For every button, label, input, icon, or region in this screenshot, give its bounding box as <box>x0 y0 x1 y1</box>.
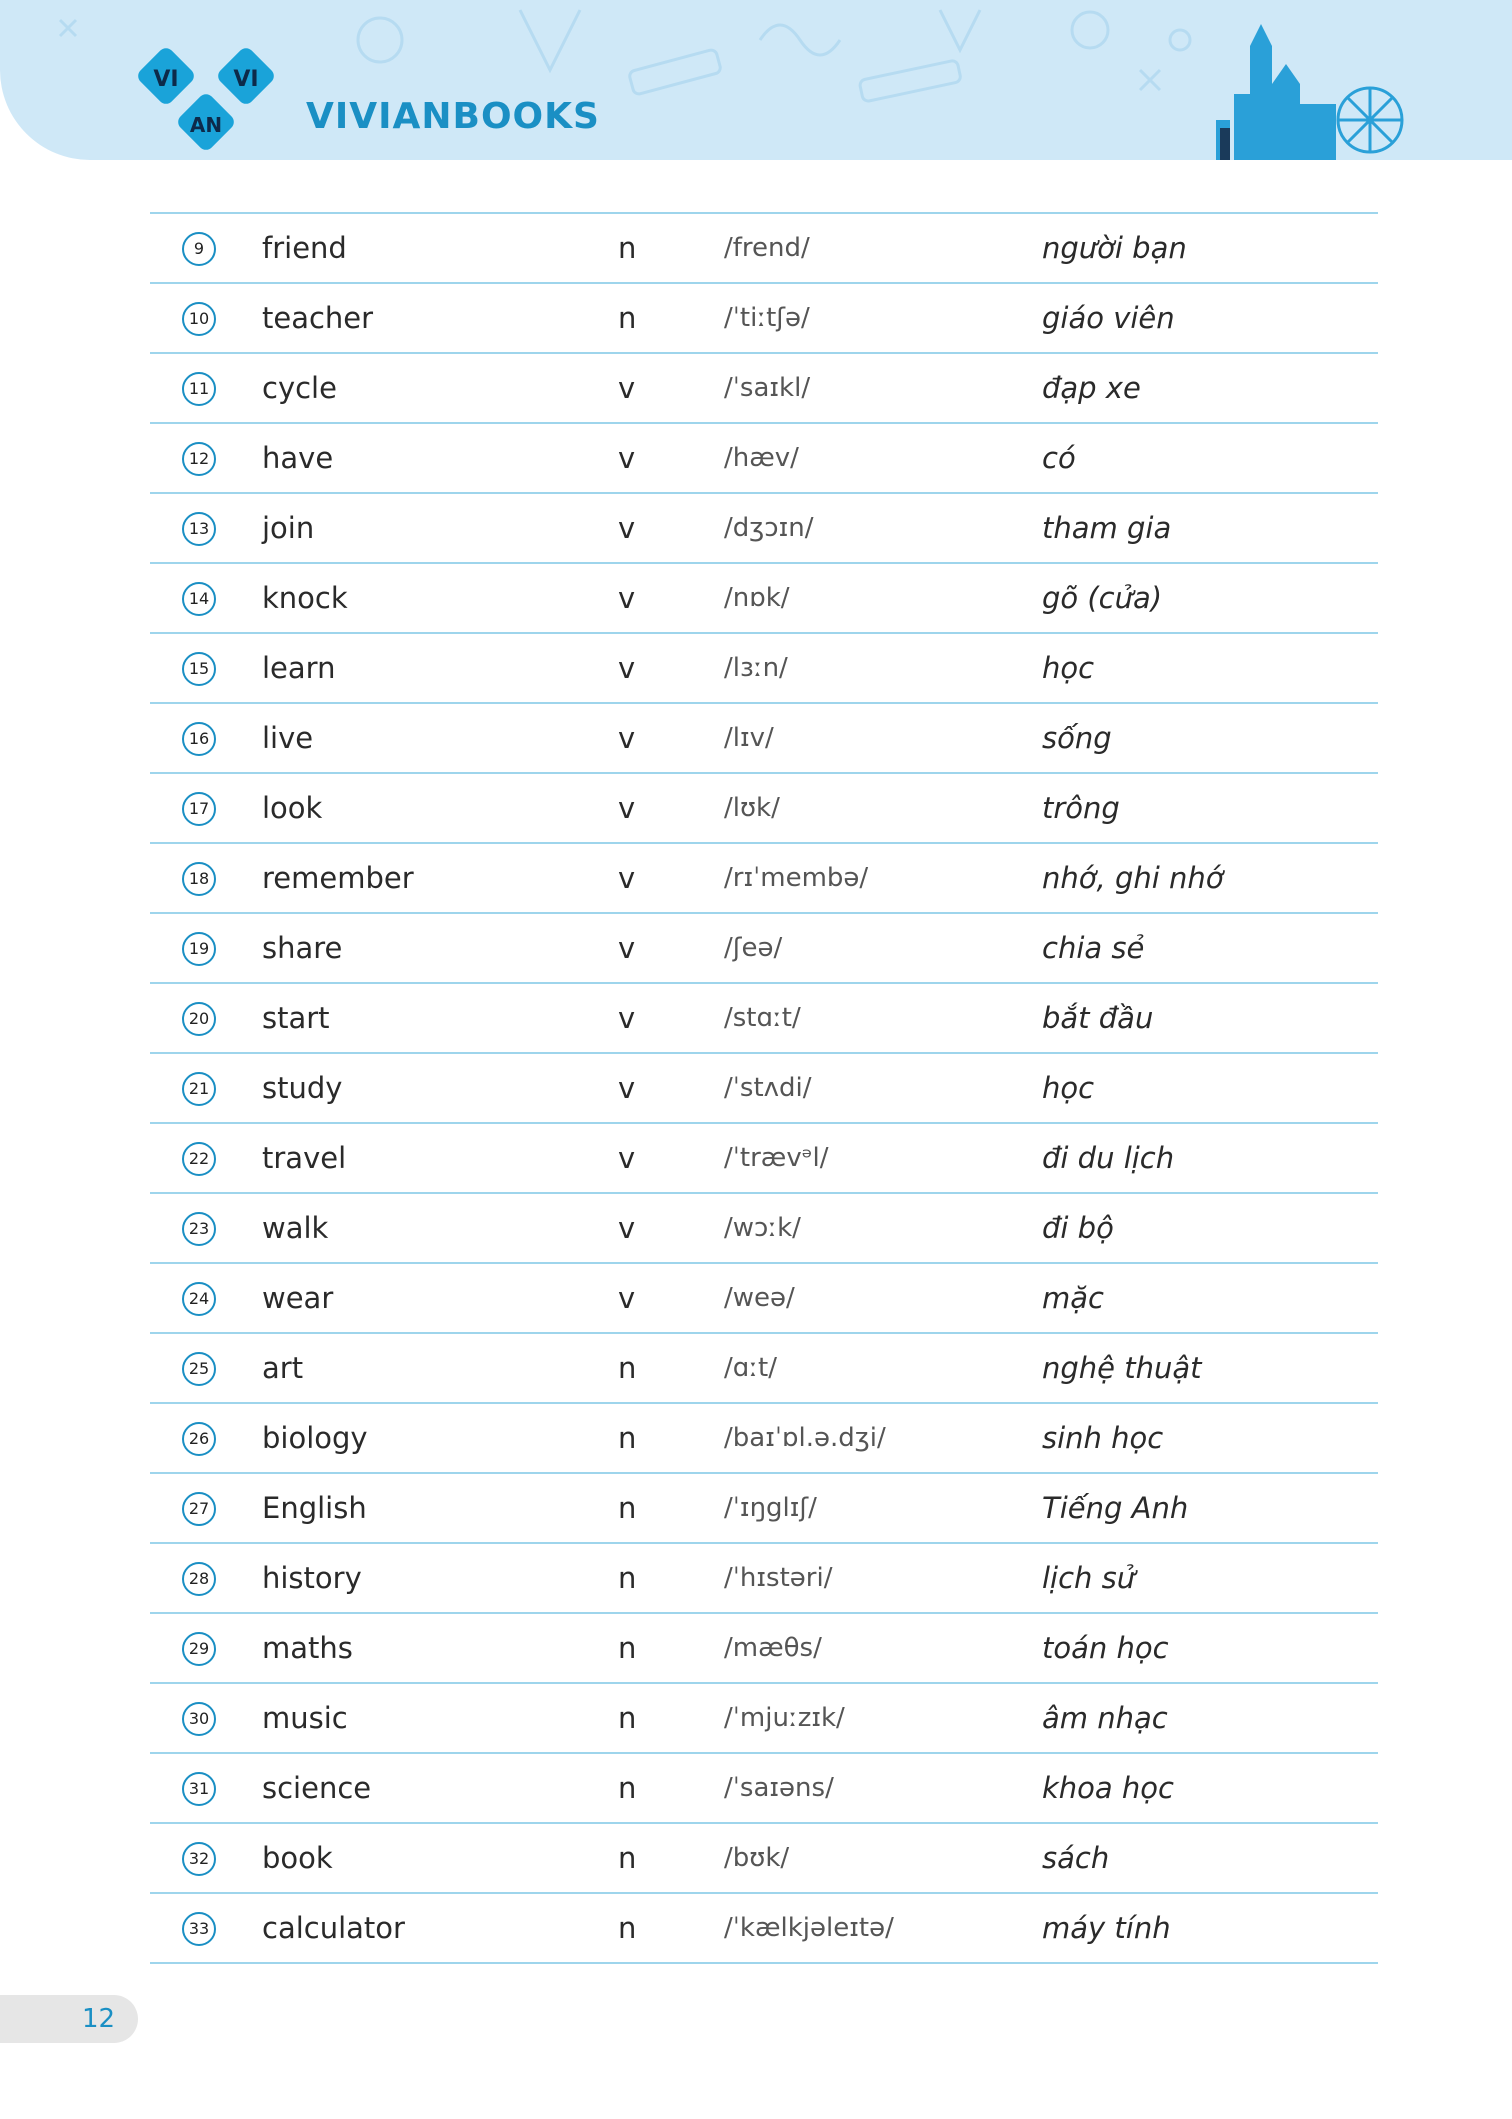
pronunciation: /ˈɪŋglɪʃ/ <box>724 1493 817 1523</box>
item-number: 24 <box>182 1282 216 1316</box>
vietnamese-meaning: toán học <box>1042 1631 1169 1665</box>
vocab-row <box>150 1404 1378 1474</box>
vietnamese-meaning: sống <box>1042 721 1112 755</box>
part-of-speech: v <box>618 791 636 825</box>
item-number: 16 <box>182 722 216 756</box>
item-number: 31 <box>182 1772 216 1806</box>
part-of-speech: n <box>618 231 637 265</box>
part-of-speech: n <box>618 1561 637 1595</box>
item-number: 12 <box>182 442 216 476</box>
vietnamese-meaning: sách <box>1042 1841 1110 1875</box>
pronunciation: /nɒk/ <box>724 583 790 613</box>
vietnamese-meaning: nhớ, ghi nhớ <box>1042 861 1224 895</box>
vocab-word: English <box>262 1491 367 1525</box>
pronunciation: /frend/ <box>724 233 810 263</box>
pronunciation: /ʃeə/ <box>724 933 783 963</box>
vocab-word: book <box>262 1841 333 1875</box>
part-of-speech: n <box>618 1491 637 1525</box>
item-number: 26 <box>182 1422 216 1456</box>
item-number: 22 <box>182 1142 216 1176</box>
pronunciation: /ˈhɪstəri/ <box>724 1563 833 1593</box>
part-of-speech: n <box>618 1841 637 1875</box>
brand-name: VIVIANBOOKS <box>306 96 600 137</box>
vocab-row <box>150 1474 1378 1544</box>
vietnamese-meaning: có <box>1042 441 1076 475</box>
item-number: 13 <box>182 512 216 546</box>
vocab-word: art <box>262 1351 304 1385</box>
vocab-row <box>150 1614 1378 1684</box>
vocab-row <box>150 1824 1378 1894</box>
item-number: 23 <box>182 1212 216 1246</box>
vocab-word: calculator <box>262 1911 405 1945</box>
item-number: 32 <box>182 1842 216 1876</box>
pronunciation: /ˈmjuːzɪk/ <box>724 1703 845 1733</box>
vietnamese-meaning: tham gia <box>1042 511 1172 545</box>
vocab-word: biology <box>262 1421 368 1455</box>
vocab-row <box>150 704 1378 774</box>
vietnamese-meaning: bắt đầu <box>1042 1001 1154 1035</box>
vietnamese-meaning: đạp xe <box>1042 371 1141 405</box>
part-of-speech: n <box>618 1701 637 1735</box>
vocab-row <box>150 494 1378 564</box>
vietnamese-meaning: đi du lịch <box>1042 1141 1175 1175</box>
vietnamese-meaning: sinh học <box>1042 1421 1164 1455</box>
part-of-speech: n <box>618 1631 637 1665</box>
part-of-speech: v <box>618 441 636 475</box>
part-of-speech: v <box>618 1141 636 1175</box>
item-number: 19 <box>182 932 216 966</box>
vocab-row <box>150 1054 1378 1124</box>
vocab-word: science <box>262 1771 372 1805</box>
vietnamese-meaning: nghệ thuật <box>1042 1351 1202 1385</box>
vocab-word: have <box>262 441 334 475</box>
vocab-word: wear <box>262 1281 334 1315</box>
item-number: 9 <box>182 232 216 266</box>
pronunciation: /dʒɔɪn/ <box>724 513 814 543</box>
vocab-word: cycle <box>262 371 337 405</box>
item-number: 21 <box>182 1072 216 1106</box>
part-of-speech: n <box>618 1771 637 1805</box>
pronunciation: /ˈkælkjəleɪtə/ <box>724 1913 894 1943</box>
vietnamese-meaning: lịch sử <box>1042 1561 1136 1595</box>
vocab-word: travel <box>262 1141 347 1175</box>
part-of-speech: v <box>618 651 636 685</box>
vietnamese-meaning: trông <box>1042 791 1120 825</box>
part-of-speech: v <box>618 1281 636 1315</box>
pronunciation: /bʊk/ <box>724 1843 790 1873</box>
pronunciation: /weə/ <box>724 1283 795 1313</box>
vocab-word: look <box>262 791 323 825</box>
vocab-word: remember <box>262 861 414 895</box>
vocab-row <box>150 1124 1378 1194</box>
vietnamese-meaning: người bạn <box>1042 231 1187 265</box>
item-number: 28 <box>182 1562 216 1596</box>
part-of-speech: v <box>618 1001 636 1035</box>
page-number: 12 <box>82 2004 116 2034</box>
vocab-word: start <box>262 1001 330 1035</box>
pronunciation: /stɑːt/ <box>724 1003 801 1033</box>
logo-letters-3: AN <box>189 113 223 137</box>
vietnamese-meaning: giáo viên <box>1042 301 1175 335</box>
pronunciation: /ˈtiːtʃə/ <box>724 303 810 333</box>
vocab-word: study <box>262 1071 343 1105</box>
vocab-row <box>150 1194 1378 1264</box>
pronunciation: /ˈstʌdi/ <box>724 1073 812 1103</box>
part-of-speech: v <box>618 721 636 755</box>
vocab-row <box>150 564 1378 634</box>
pronunciation: /hæv/ <box>724 443 799 473</box>
pronunciation: /rɪˈmembə/ <box>724 863 869 893</box>
vocab-row <box>150 1264 1378 1334</box>
part-of-speech: v <box>618 581 636 615</box>
vocab-row <box>150 774 1378 844</box>
item-number: 30 <box>182 1702 216 1736</box>
vocab-row <box>150 1334 1378 1404</box>
vocab-row <box>150 634 1378 704</box>
vietnamese-meaning: đi bộ <box>1042 1211 1114 1245</box>
london-skyline-icon <box>1210 24 1410 160</box>
logo-letters-1: VI <box>153 67 179 92</box>
vocab-word: maths <box>262 1631 353 1665</box>
vocab-row <box>150 984 1378 1054</box>
item-number: 20 <box>182 1002 216 1036</box>
part-of-speech: v <box>618 371 636 405</box>
pronunciation: /mæθs/ <box>724 1633 822 1663</box>
pronunciation: /ɑːt/ <box>724 1353 777 1383</box>
vocab-word: friend <box>262 231 347 265</box>
vocab-row <box>150 1894 1378 1964</box>
part-of-speech: v <box>618 511 636 545</box>
item-number: 15 <box>182 652 216 686</box>
vocab-word: music <box>262 1701 348 1735</box>
vocab-word: learn <box>262 651 336 685</box>
vocab-row <box>150 214 1378 284</box>
pronunciation: /wɔːk/ <box>724 1213 801 1243</box>
item-number: 17 <box>182 792 216 826</box>
vietnamese-meaning: âm nhạc <box>1042 1701 1168 1735</box>
vietnamese-meaning: gõ (cửa) <box>1042 581 1163 615</box>
vocab-word: knock <box>262 581 348 615</box>
part-of-speech: v <box>618 1211 636 1245</box>
vocabulary-list <box>150 212 1378 1964</box>
vocab-word: walk <box>262 1211 329 1245</box>
item-number: 11 <box>182 372 216 406</box>
part-of-speech: n <box>618 301 637 335</box>
part-of-speech: v <box>618 861 636 895</box>
item-number: 18 <box>182 862 216 896</box>
item-number: 10 <box>182 302 216 336</box>
vocab-row <box>150 914 1378 984</box>
part-of-speech: n <box>618 1911 637 1945</box>
part-of-speech: n <box>618 1421 637 1455</box>
pronunciation: /lʊk/ <box>724 793 780 823</box>
vietnamese-meaning: máy tính <box>1042 1911 1171 1945</box>
pronunciation: /ˈsaɪkl/ <box>724 373 811 403</box>
item-number: 33 <box>182 1912 216 1946</box>
pronunciation: /ˈsaɪəns/ <box>724 1773 834 1803</box>
vocab-row <box>150 424 1378 494</box>
vocab-word: share <box>262 931 343 965</box>
vocab-row <box>150 354 1378 424</box>
item-number: 29 <box>182 1632 216 1666</box>
pronunciation: /ˈtrævᵊl/ <box>724 1143 829 1173</box>
page-number-tab <box>0 1995 138 2043</box>
vietnamese-meaning: mặc <box>1042 1281 1104 1315</box>
part-of-speech: n <box>618 1351 637 1385</box>
logo-letters-2: VI <box>233 67 259 92</box>
vocab-row <box>150 1754 1378 1824</box>
vietnamese-meaning: khoa học <box>1042 1771 1174 1805</box>
vocab-row <box>150 1544 1378 1614</box>
part-of-speech: v <box>618 931 636 965</box>
vocab-word: teacher <box>262 301 374 335</box>
vietnamese-meaning: học <box>1042 651 1095 685</box>
vocab-word: history <box>262 1561 362 1595</box>
vietnamese-meaning: học <box>1042 1071 1095 1105</box>
pronunciation: /lɜːn/ <box>724 653 788 683</box>
pronunciation: /lɪv/ <box>724 723 774 753</box>
item-number: 25 <box>182 1352 216 1386</box>
vocab-word: live <box>262 721 314 755</box>
vocab-row <box>150 844 1378 914</box>
part-of-speech: v <box>618 1071 636 1105</box>
vocab-row <box>150 1684 1378 1754</box>
vietnamese-meaning: chia sẻ <box>1042 931 1145 965</box>
page-header <box>0 0 1512 160</box>
item-number: 14 <box>182 582 216 616</box>
vocab-word: join <box>262 511 315 545</box>
vivian-logo <box>138 48 288 158</box>
pronunciation: /baɪˈɒl.ə.dʒi/ <box>724 1423 886 1453</box>
vietnamese-meaning: Tiếng Anh <box>1042 1491 1189 1525</box>
item-number: 27 <box>182 1492 216 1526</box>
vocab-row <box>150 284 1378 354</box>
